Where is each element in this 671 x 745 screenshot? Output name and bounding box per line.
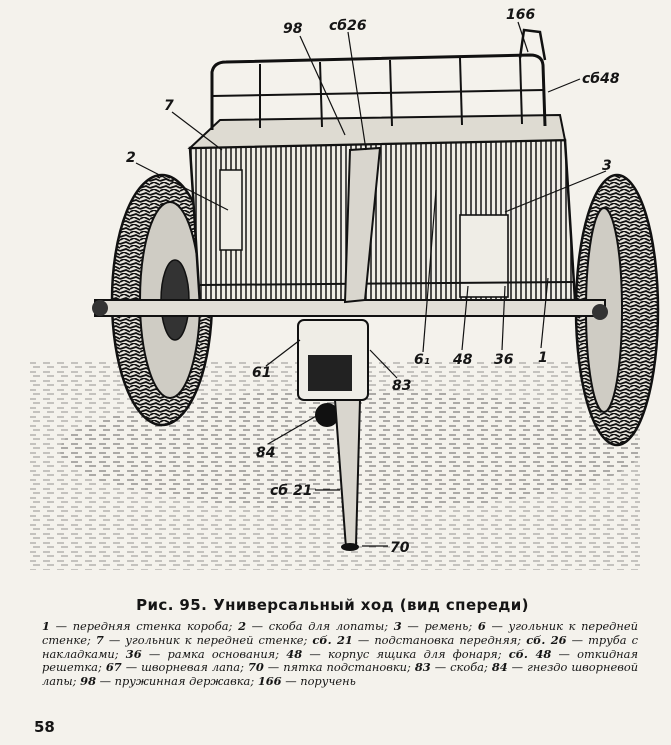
axle — [92, 300, 608, 320]
legend-number: 6 — [477, 619, 486, 633]
callout-166: 166 — [506, 7, 536, 23]
figure-number: Рис. 95. — [136, 596, 208, 614]
callout-84: 84 — [256, 445, 276, 461]
legend-number: 67 — [105, 660, 122, 675]
legend-text: пятка подстановки — [283, 660, 408, 675]
legend-number: сб. 48 — [508, 646, 552, 661]
legend-item: 98 — пружинная державка; — [80, 674, 258, 689]
shovel-bracket — [220, 170, 242, 250]
legend-number: 84 — [491, 660, 508, 675]
cargo-box — [190, 115, 575, 305]
legend-number: 36 — [125, 646, 142, 661]
legend-text: ремень — [424, 619, 469, 633]
legend-item: 48 — корпус ящика для фонаря; — [286, 646, 509, 661]
legend-item: 1 — передняя стенка короба; — [42, 619, 239, 633]
legend-item: 70 — пятка подстановки; — [247, 660, 415, 675]
lantern-box — [460, 215, 508, 297]
legend-text: шворневая лапа — [141, 660, 241, 675]
legend-item: 6 — угольник к передней стенке; — [42, 619, 638, 647]
legend-item: 166 — поручень — [257, 674, 356, 689]
legend-number: 7 — [95, 632, 104, 647]
callout-sb48: сб48 — [582, 71, 620, 87]
legend-number: 83 — [414, 660, 431, 675]
callout-98: 98 — [283, 21, 303, 37]
legend-number: 98 — [80, 674, 96, 689]
page-number: 58 — [34, 718, 55, 736]
callout-6: 6₁ — [414, 352, 430, 368]
legend-text: поручень — [300, 674, 356, 689]
legend-number: сб. 26 — [526, 632, 567, 647]
legend-text: скоба — [450, 660, 484, 675]
legend-text: гнездо шворневой лапы — [42, 660, 639, 689]
callout-1: 1 — [538, 350, 548, 366]
callout-61: 61 — [252, 365, 272, 381]
support-heel — [341, 543, 359, 551]
legend-item: 3 — ремень; — [393, 619, 478, 633]
legend-item: 2 — скоба для лопаты; — [238, 619, 394, 633]
legend-number: 1 — [42, 619, 50, 633]
legend-number: 3 — [393, 619, 402, 633]
callout-48: 48 — [453, 352, 473, 368]
legend-text: угольник к передней стенке — [42, 619, 638, 647]
legend-text: передняя стенка короба — [72, 619, 229, 633]
callout-sb26: сб26 — [329, 18, 367, 34]
legend-item: сб. 26 — труба с накладками; — [42, 632, 638, 661]
figure-title: Универсальный ход (вид спереди) — [213, 596, 529, 614]
callout-3: 3 — [602, 158, 612, 174]
legend-text: пружинная державка — [114, 674, 251, 689]
legend-text: подстановка передняя — [374, 632, 518, 647]
legend-number: сб. 21 — [312, 632, 353, 647]
legend-item: сб. 48 — откидная решетка; — [42, 646, 638, 675]
figure-caption — [0, 596, 671, 614]
legend-item: 83 — скоба; — [414, 660, 492, 675]
callout-7: 7 — [164, 98, 174, 114]
legend-item: 84 — гнездо шворневой лапы; — [42, 660, 639, 689]
figure-legend — [42, 620, 638, 689]
legend-text: угольник к передней стенке — [125, 632, 304, 647]
legend-text: скоба для лопаты — [268, 619, 385, 633]
legend-item: сб. 21 — подстановка передняя; — [312, 632, 527, 647]
legend-number: 2 — [238, 619, 246, 633]
legend-text: труба с накладками — [42, 632, 638, 661]
callout-2: 2 — [126, 150, 136, 166]
legend-item: 67 — шворневая лапа; — [105, 660, 248, 675]
legend-number: 48 — [286, 646, 303, 661]
legend-text: откидная решетка — [42, 646, 638, 675]
legend-item: 36 — рамка основания; — [125, 646, 287, 661]
legend-number: 166 — [257, 674, 282, 689]
callout-83: 83 — [392, 378, 412, 394]
legend-text: корпус ящика для фонаря — [327, 646, 498, 661]
legend-number: 70 — [247, 660, 264, 675]
callout-36: 36 — [494, 352, 514, 368]
legend-item: 7 — угольник к передней стенке; — [95, 632, 313, 647]
legend-text: рамка основания — [167, 646, 276, 661]
callout-70: 70 — [390, 540, 410, 556]
callout-sb21: сб 21 — [270, 483, 313, 499]
